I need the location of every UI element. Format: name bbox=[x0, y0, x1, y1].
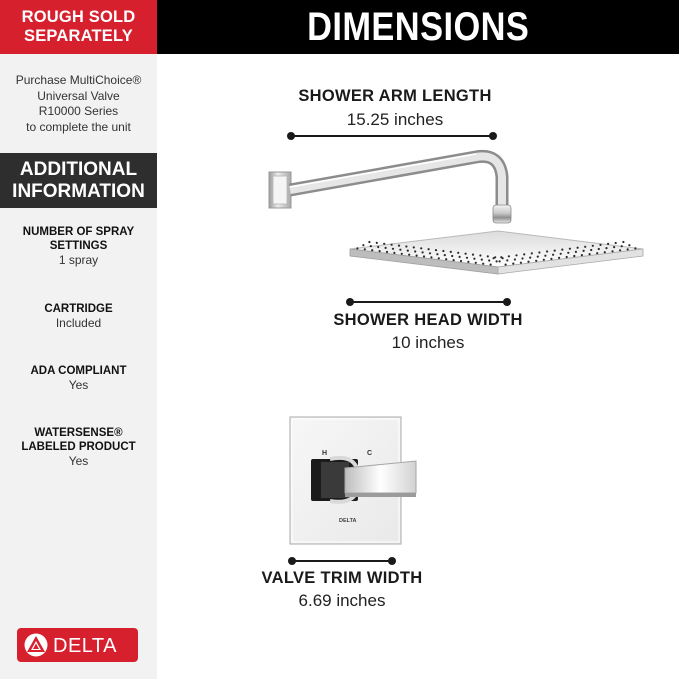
shower-head-illustration bbox=[262, 145, 650, 280]
valve-trim-width-value: 6.69 inches bbox=[298, 591, 386, 610]
purchase-note-line1: Purchase MultiChoice® bbox=[15, 73, 142, 87]
spec-label: ADA COMPLIANT bbox=[30, 365, 127, 377]
shower-arm-length-value: 15.25 inches bbox=[346, 110, 444, 129]
shower-arm-dimension-line bbox=[291, 135, 493, 137]
spec-label: NUMBER OF SPRAY bbox=[22, 226, 135, 238]
info-banner-line2: INFORMATION bbox=[12, 180, 145, 202]
shower-head-dimension-line bbox=[350, 301, 507, 303]
valve-trim-width-label: VALVE TRIM WIDTH bbox=[261, 569, 423, 587]
spec-label: LABELED PRODUCT bbox=[21, 441, 136, 453]
spec-label: SETTINGS bbox=[49, 240, 108, 252]
purchase-note-line3: R10000 Series bbox=[38, 104, 119, 118]
rough-banner-line2: SEPARATELY bbox=[24, 27, 133, 45]
valve-cold-marking: C bbox=[367, 450, 373, 457]
info-banner-line1: ADDITIONAL bbox=[19, 158, 138, 180]
spec-cartridge bbox=[0, 302, 157, 331]
shower-arm-length-label: SHOWER ARM LENGTH bbox=[298, 87, 492, 105]
spec-value: Included bbox=[55, 316, 102, 330]
spec-spray-settings bbox=[0, 225, 157, 268]
shower-head-width-label: SHOWER HEAD WIDTH bbox=[333, 311, 523, 329]
valve-brand-marking: DELTA bbox=[339, 518, 357, 524]
purchase-note bbox=[0, 73, 157, 135]
purchase-note-line2: Universal Valve bbox=[37, 88, 120, 103]
header bbox=[157, 0, 679, 54]
delta-logo bbox=[17, 628, 138, 662]
spec-label: CARTRIDGE bbox=[44, 303, 113, 315]
sidebar bbox=[0, 0, 157, 679]
delta-logo-text: DELTA bbox=[52, 635, 117, 657]
spec-value: Yes bbox=[68, 378, 89, 392]
spec-watersense bbox=[0, 426, 157, 469]
purchase-note-line4: to complete the unit bbox=[26, 119, 131, 134]
spec-value: 1 spray bbox=[58, 253, 99, 267]
page-title: DIMENSIONS bbox=[306, 4, 530, 49]
rough-sold-separately-banner bbox=[0, 0, 157, 54]
shower-head-width-value: 10 inches bbox=[391, 333, 465, 352]
valve-trim-dimension-line bbox=[292, 560, 392, 562]
spec-ada-compliant bbox=[0, 364, 157, 393]
delta-logo-icon bbox=[22, 632, 134, 658]
spec-value: Yes bbox=[68, 454, 89, 468]
valve-hot-marking: H bbox=[322, 450, 328, 457]
valve-trim-illustration bbox=[285, 413, 425, 545]
rough-banner-line1: ROUGH SOLD bbox=[21, 8, 136, 26]
additional-information-banner bbox=[0, 153, 157, 208]
spec-label: WATERSENSE® bbox=[34, 427, 123, 439]
